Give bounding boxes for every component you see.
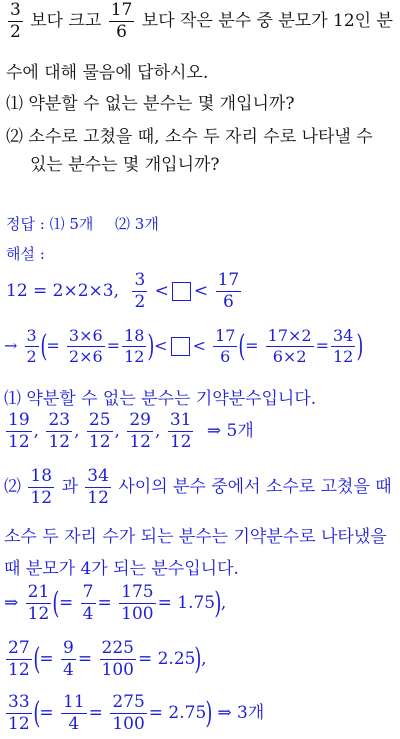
question-2: ⑵ 소수로 고쳤을 때, 소수 두 자리 수로 나타낼 수 [6,127,373,147]
answer-line: 정답 : ⑴ 5개 ⑵ 3개 [6,215,159,233]
blank-box [172,282,191,301]
fraction-17-6: $\frac{17}{6}$ [110,0,133,42]
solution-fraction-list: $\frac{19}{12}$ , $\frac{23}{12}$ , $\frac{25}{12}$ , $\frac{29}{12}$ , $\frac{31}{12}$ ⇒ 5개 [8,410,254,452]
solution-step-2-cont2: 때 분모가 4가 되는 분수입니다. [4,559,239,579]
blank-box [171,337,190,356]
solution-calc-1: ⇒ $\frac{21}{12}$ (= $\frac{7}{4}$ = $\frac{175}{100}$ = 1.75), [4,582,227,624]
fraction-3-2: $\frac{3}{2}$ [10,0,21,42]
question-2-cont: 있는 분수는 몇 개입니까? [30,155,220,175]
question-1: ⑴ 약분할 수 없는 분수는 몇 개입니까? [6,94,295,114]
problem-line-1 [6,2,400,41]
solution-calc-2: $\frac{27}{12}$ (= $\frac{9}{4}$ = $\frac{225}{100}$ = 2.25), [8,638,207,680]
solution-step-2-cont: 소수 두 자리 수가 되는 분수는 기약분수로 나타냈을 [4,527,387,547]
problem-line-2: 수에 대해 물음에 답하시오. [6,63,209,83]
solution-step-1: ⑴ 약분할 수 없는 분수는 기약분수입니다. [4,389,317,409]
solution-calc-3: $\frac{33}{12}$ (= $\frac{11}{4}$ = $\frac{275}{100}$ = 2.75) ⇒ 3개 [8,692,265,734]
problem-text: 보다 크고 [30,11,102,31]
solution-line-1: 12 = 2×2×3, $\frac{3}{2}$ < < $\frac{17}{6}$ [6,270,240,312]
solution-step-2: ⑵ $\frac{18}{12}$ 과 $\frac{34}{12}$ 사이의 분수 중에서 소수로 고쳤을 때 [4,466,392,508]
solution-line-2: → $\frac{3}{2}$ (= $\frac{3\times 6}{2\times 6}$ = $\frac{18}{12}$ )< < $\frac{17}{6}$ (= $\frac{17\times 2}{6\times 2}$ = $\frac{34}{12}$ ) [4,326,364,366]
problem-text: 보다 작은 분수 중 분모가 12인 분 [141,11,393,31]
solution-label: 해설 : [6,245,45,263]
